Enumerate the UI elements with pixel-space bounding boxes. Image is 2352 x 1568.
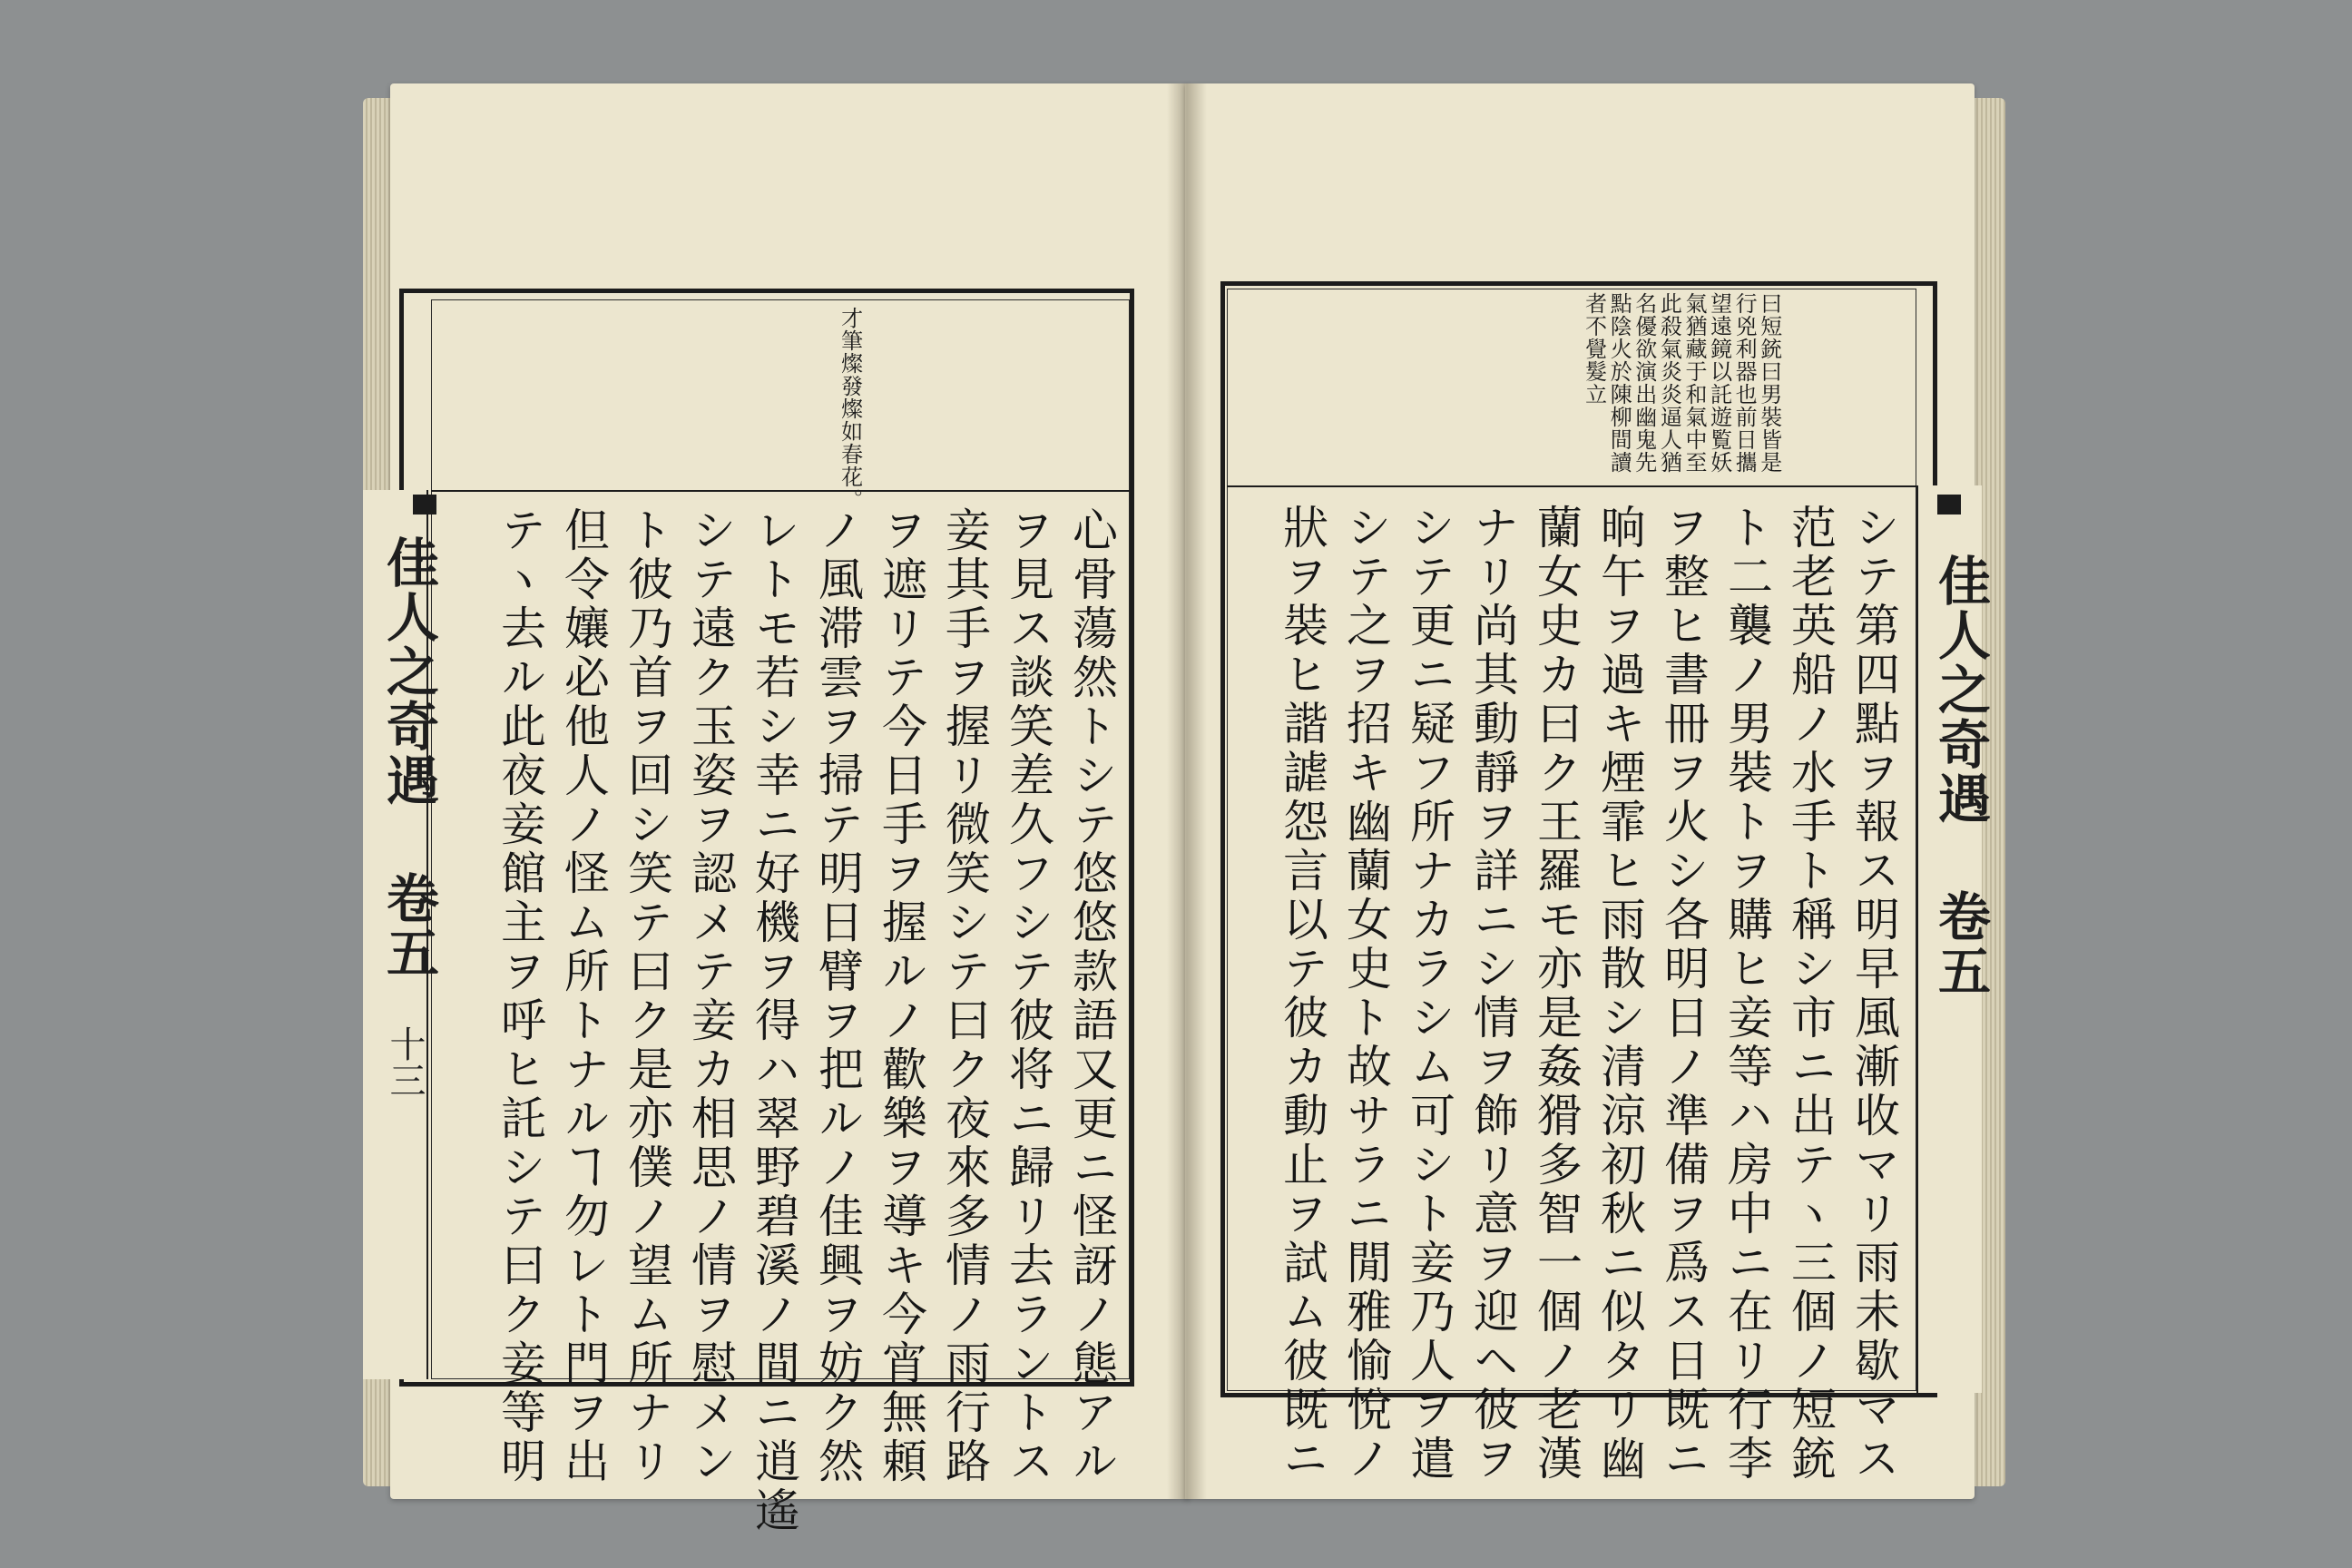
left-text-column: ヲ見ス談笑差久フシテ彼将ニ歸リ去ラントス [1002,506,1054,1486]
right-head-note-line: 望遠鏡以託遊覧妖 [1706,292,1732,474]
right-head-note [1581,292,1781,474]
right-head-note-line: 名優欲演出幽鬼先 [1631,292,1657,474]
left-page-number: 十三 [384,1025,426,1098]
right-text-column: シテ第四點ヲ報ス明早風漸收マリ雨未歇マス [1847,504,1900,1484]
right-text-column: シテ之ヲ招キ幽蘭女史ト故サラニ閒雅愉悅ノ [1339,504,1392,1484]
left-text-column: ヲ遮リテ今日手ヲ握ルノ歡樂ヲ導キ今宵無頼 [875,506,927,1486]
right-head-note-line: 氣猶藏于和氣中至 [1681,292,1707,474]
right-text-column: 蘭女史カ曰ク王羅モ亦是姦猾多智一個ノ老漢 [1530,504,1583,1484]
left-text-column: 妾其手ヲ握リ微笑シテ曰ク夜來多情ノ雨行路 [938,506,991,1486]
left-head-rule [431,490,1130,492]
right-text-column: ナリ尚其動靜ヲ詳ニシ情ヲ飾リ意ヲ迎ヘ彼ヲ [1466,504,1519,1484]
right-head-note-line: 者不覺髮立 [1581,292,1607,406]
right-head-note-line: 行兇利器也前日攜 [1731,292,1758,474]
right-text-column: 晌午ヲ過キ煙霏ヒ雨散シ清涼初秋ニ似タリ幽 [1593,504,1646,1484]
right-head-note-line: 曰短銃曰男裝皆是 [1756,292,1782,474]
left-fishtail-mark [413,495,436,514]
right-head-note-line: 此殺氣炎炎逼人猶 [1656,292,1682,474]
gutter [1167,83,1207,1499]
left-text-column: ト彼乃首ヲ回シ笑テ曰ク是亦僕ノ望ム所ナリ [621,506,673,1486]
right-text-column: 狀ヲ裝ヒ諧謔怨言以テ彼カ動止ヲ試ム彼既ニ [1276,504,1328,1484]
right-running-title: 佳人之奇遇 卷五 [1929,554,1991,998]
right-text-column: ト二襲ノ男裝トヲ購ヒ妾等ハ房中ニ在リ行李 [1720,504,1773,1484]
right-text-column: ヲ整ヒ書冊ヲ火シ各明日ノ準備ヲ爲ス日既ニ [1657,504,1710,1484]
right-text-column: 范老英船ノ水手ト稱シ市ニ出テヽ三個ノ短銃 [1784,504,1837,1484]
right-head-rule [1227,485,1916,487]
right-head-note-line: 點陰火於陳柳間讀 [1606,292,1632,474]
left-text-column: ノ風滞雲ヲ掃テ明日臂ヲ把ルノ佳興ヲ妨ク然 [811,506,864,1486]
left-text-column: 但令孃必他人ノ怪ム所トナルヿ勿レト門ヲ出 [557,506,610,1486]
left-text-column: レトモ若シ幸ニ好機ヲ得ハ翠野碧溪ノ間ニ逍遙 [748,506,800,1535]
left-text-column: シテ遠ク玉姿ヲ認メテ妾カ相思ノ情ヲ慰メン [684,506,737,1486]
left-text-column: テヽ去ル此夜妾館主ヲ呼ヒ託シテ曰ク妾等明 [494,506,546,1486]
right-fishtail-mark [1937,495,1961,514]
left-running-title: 佳人之奇遇 卷五 [377,535,439,980]
left-text-column: 心骨蕩然トシテ悠悠款語又更ニ怪訝ノ態アル [1065,506,1118,1486]
right-text-column: シテ更ニ疑フ所ナカラシム可シト妾乃人ヲ遣 [1403,504,1455,1484]
left-head-note: 才筆燦發燦如春花。 [837,307,863,511]
